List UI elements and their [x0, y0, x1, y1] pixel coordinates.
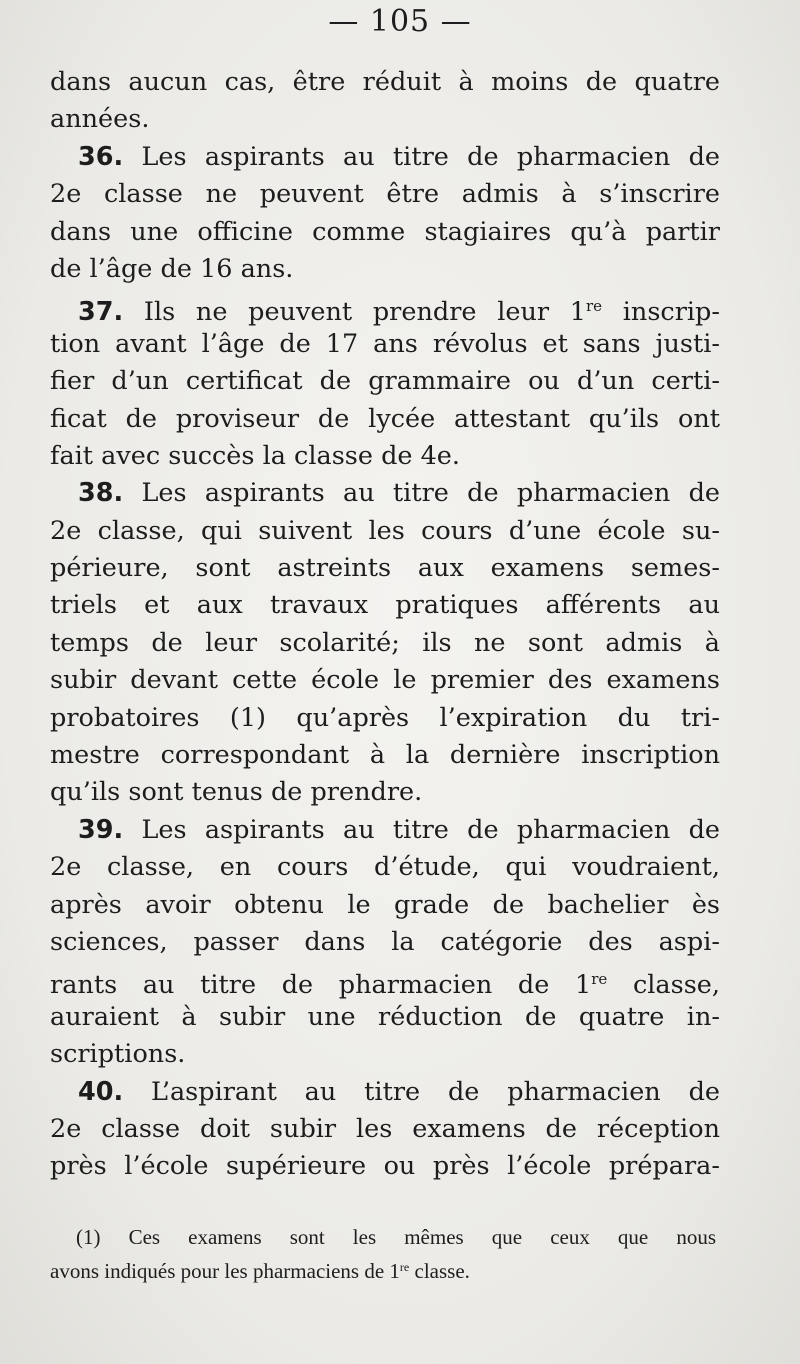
line-text: qu’ils sont tenus de prendre. [50, 777, 423, 808]
line-text: dans une officine comme stagiaires qu’à partir [50, 216, 720, 247]
article-number: 40. [78, 1076, 124, 1107]
line-text: ficat de proviseur de lycée attestant qu’ils ont [50, 403, 720, 434]
lines-line [50, 737, 720, 774]
lines-line [50, 139, 720, 176]
lines-line [50, 1148, 720, 1185]
lines-line [50, 924, 720, 961]
lines-line [50, 438, 720, 475]
line-text: L’aspirant au titre de pharmacien de [123, 1076, 720, 1107]
page-number: — 105 — [328, 4, 472, 39]
line-text: sciences, passer dans la catégorie des aspi- [50, 926, 720, 957]
lines-line [50, 625, 720, 662]
line-text: Les aspirants au titre de pharmacien de [123, 141, 720, 172]
superscript: re [586, 297, 603, 316]
line-text: rants au titre de pharmacien de 1 [50, 970, 592, 1001]
lines-line [50, 587, 720, 624]
lines-line [50, 1036, 720, 1073]
line-text: inscrip- [602, 297, 721, 328]
lines-line [50, 662, 720, 699]
lines-line [50, 849, 720, 886]
line-text: scriptions. [50, 1039, 186, 1070]
footnote-line [50, 1252, 716, 1282]
footnote-line [50, 1222, 716, 1252]
lines-line [50, 401, 720, 438]
line-text: Ils ne peuvent prendre leur 1 [123, 297, 586, 328]
article-number: 37. [78, 297, 124, 328]
line-text: auraient à subir une réduction de quatre in- [50, 1001, 720, 1032]
line-text: 2e classe, en cours d’étude, qui voudraient, [50, 852, 720, 883]
lines-line [50, 363, 720, 400]
article-number: 36. [78, 141, 124, 172]
article-number: 38. [78, 478, 124, 509]
line-text: périeure, sont astreints aux examens semes- [50, 553, 720, 584]
line-text: dans aucun cas, être réduit à moins de quatre [50, 67, 720, 97]
line-text: Les aspirants au titre de pharmacien de [123, 814, 720, 845]
lines-line [50, 999, 720, 1036]
lines-line [50, 887, 720, 924]
lines-line [50, 475, 720, 512]
line-text: tion avant l’âge de 17 ans révolus et sans justi- [50, 328, 720, 359]
lines-line [50, 251, 720, 288]
line-text: (1) Ces examens sont les mêmes que ceux que nous [76, 1225, 716, 1249]
line-text: 2e classe ne peuvent être admis à s’inscrire [50, 179, 720, 210]
lines-line [50, 1111, 720, 1148]
line-text: subir devant cette école le premier des examens [50, 665, 720, 696]
line-text: mestre correspondant à la dernière inscription [50, 740, 720, 771]
line-text: fait avec succès la classe de 4e. [50, 440, 461, 471]
line-text: de l’âge de 16 ans. [50, 253, 294, 284]
article-number: 39. [78, 814, 124, 845]
line-text: Les aspirants au titre de pharmacien de [123, 478, 720, 509]
line-text: classe. [409, 1259, 470, 1283]
footnote [50, 1222, 716, 1282]
superscript: re [399, 1260, 410, 1274]
lines-line [50, 513, 720, 550]
lines-line [50, 961, 720, 1001]
lines-line [50, 550, 720, 587]
lines-line [50, 101, 720, 138]
line-text: 2e classe, qui suivent les cours d’une école su- [50, 515, 720, 546]
lines-line [50, 214, 720, 251]
body-text [50, 64, 720, 1186]
superscript: re [591, 970, 608, 989]
line-text: avons indiqués pour les pharmaciens de 1 [50, 1259, 400, 1283]
lines-line [50, 700, 720, 737]
line-text: classe, [607, 970, 720, 1001]
lines-line [50, 774, 720, 811]
lines-line [50, 64, 720, 101]
line-text: après avoir obtenu le grade de bachelier ès [50, 889, 720, 920]
lines-line [50, 176, 720, 213]
lines-line [50, 326, 720, 363]
line-text: triels et aux travaux pratiques afférents au [50, 590, 720, 621]
lines-line [50, 812, 720, 849]
line-text: près l’école supérieure ou près l’école prépara- [50, 1151, 720, 1182]
line-text: probatoires (1) qu’après l’expiration du tri- [50, 702, 720, 733]
line-text: fier d’un certificat de grammaire ou d’un certi- [50, 366, 720, 397]
lines-line [50, 288, 721, 328]
line-text: temps de leur scolarité; ils ne sont admis à [50, 627, 720, 658]
lines-line [50, 1074, 720, 1111]
line-text: 2e classe doit subir les examens de réception [50, 1113, 720, 1144]
line-text: années. [50, 104, 150, 135]
